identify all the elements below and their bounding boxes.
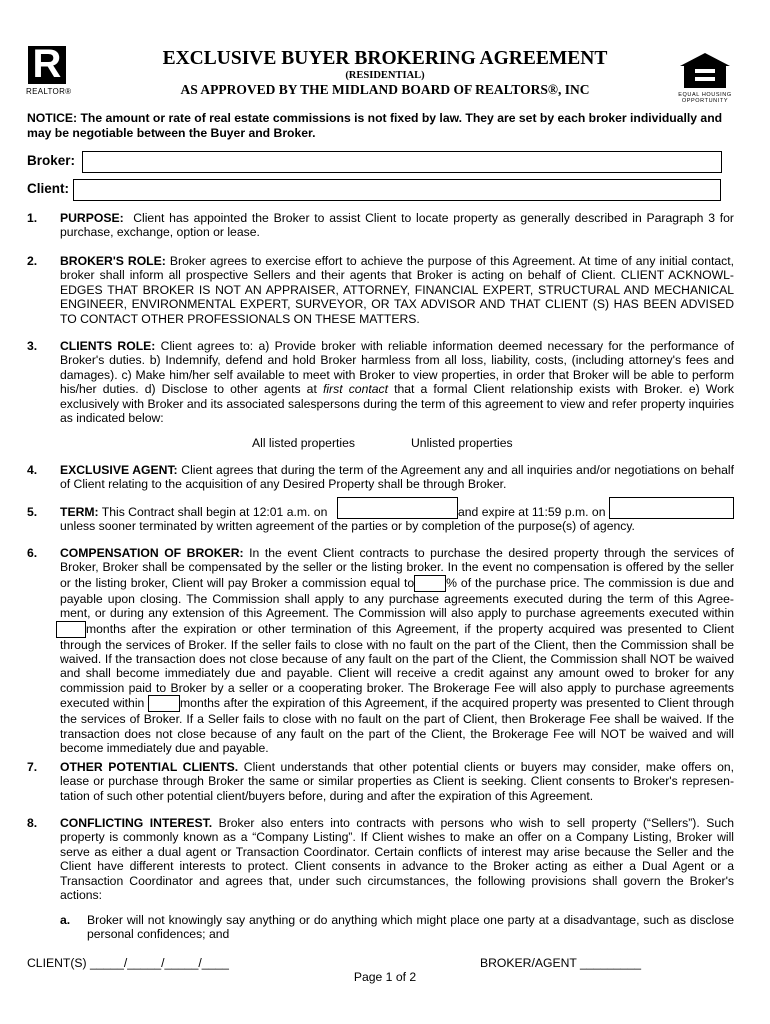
realtor-caption: REALTOR® (26, 87, 72, 96)
section-heading: TERM: (60, 505, 99, 519)
document-title: EXCLUSIVE BUYER BROKERING AGREEMENT (162, 48, 608, 69)
document-subtitle: (RESIDENTIAL) (345, 70, 425, 81)
client-input[interactable] (73, 179, 721, 201)
section-term-line2: unless sooner terminated by written agreement of the parties or by completion of the purpose(s) of agency. (60, 519, 635, 533)
section-number: 1. (27, 211, 38, 225)
client-initials[interactable]: CLIENT(S) _____/_____/_____/____ (27, 956, 229, 970)
section-heading: OTHER POTENTIAL CLIENTS. (60, 760, 239, 774)
commission-percent-input[interactable] (414, 575, 446, 592)
section-heading: EXCLUSIVE AGENT: (60, 463, 178, 477)
term-start-date-input[interactable] (337, 497, 458, 519)
section-conflicting-interest: CONFLICTING INTEREST. Broker also enters into contracts with persons who wish to sell property (“Sellers”). Such property is commonly known as a “Company Listing”. If Client wishes to make an offer on a Company Listing, Broker will serve as either a dual agent or Transaction Coordinator. Certain conflicts of interest may arise because the Seller and the Client have different interests to protect. Client consents in advance to the Broker acting as either a Dual Agent or a Transaction Coordinator and agrees that, under such circumstances, the following provisions shall govern the Broker's actions: (60, 816, 734, 903)
realtor-r-icon: R (28, 46, 66, 84)
approval-line: AS APPROVED BY THE MIDLAND BOARD OF REALTORS®, INC (180, 82, 590, 97)
equal-housing-caption-2: OPPORTUNITY (681, 98, 729, 104)
section-number: 4. (27, 463, 38, 477)
broker-agent-initials[interactable]: BROKER/AGENT _________ (480, 956, 642, 970)
section-brokers-role: BROKER'S ROLE: Broker agrees to exercise effort to achieve the purpose of this Agreement. At time of any initial contact, broker shall inform all prospective Sellers and their agents that Broker is acting on behalf of Client. CLIENT ACKNOWL- EDGES THAT BROKER IS NOT AN APPRAISER, ATTORNEY, FINANCIAL EXPERT, STRUCTURAL AND MECHANICAL ENGINEER, ENVIRONMENTAL EXPERT, SURVEYOR, OR TAX ADVISOR AND THAT CLIENT (S) HAS BEEN ADVISED TO CONTACT OTHER PROFESSIONALS ON THESE MATTERS. (60, 254, 734, 326)
section-other-clients: OTHER POTENTIAL CLIENTS. Client understands that other potential clients or buyers may consider, make offers on, lease or purchase through Broker the same or similar properties as Client is seeking. Client consents to Broker's represen- tation of such other potential client/buyers before, during and after the expiration of this Agreement. (60, 760, 735, 803)
section-heading: COMPENSATION OF BROKER: (60, 546, 244, 560)
brokerage-fee-months-input[interactable] (148, 695, 180, 712)
term-expire-text: and expire at 11:59 p.m. on (458, 505, 606, 519)
equal-housing-caption-1: EQUAL HOUSING (678, 92, 732, 98)
section-heading: CLIENTS ROLE: (60, 339, 156, 353)
option-unlisted[interactable]: Unlisted properties (411, 436, 513, 450)
notice-text: NOTICE: The amount or rate of real estate commissions is not fixed by law. They are set by each broker individually and may be negotiable between the Buyer and Broker. (27, 111, 723, 140)
section-heading: PURPOSE: (60, 211, 124, 225)
broker-label: Broker: (27, 153, 76, 168)
broker-input[interactable] (82, 151, 722, 173)
subsection-a-label: a. (60, 913, 71, 927)
subsection-a-text: Broker will not knowingly say anything or do anything which might place one party at a disadvantage, such as disclose personal confidences; and (87, 913, 734, 942)
section-number: 7. (27, 760, 38, 774)
section-exclusive-agent: EXCLUSIVE AGENT: Client agrees that during the term of the Agreement any and all inquiries and/or negotiations on behalf of Client relating to the acquisition of any Desired Property shall be through Broker. (60, 463, 734, 492)
page-number: Page 1 of 2 (353, 970, 417, 984)
section-compensation: COMPENSATION OF BROKER: In the event Client contracts to purchase the desired property through the services of Broker, Broker shall be compensated by the seller or the listing broker. In the event no compensation is offered by the seller or the listing broker, Client will pay Broker a commission equal to % of the purchase price. The commission is due and payable upon closing. The Commission shall apply to any purchase agreements executed during the term of this Agree- ment, or during any extension of this Agreement. The Commission will also apply to purchase agreements executed within months after the expiration or other termination of this Agreement, if the property acquired was presented to Client through the services of Broker. If the seller fails to close with no fault on the part of the Client, then the Commission shall be waived. If the transaction does not close because of any fault on the part of the Client, the Commission shall NOT be waived and shall become immediately due and payable. Client will receive a credit against any amount owed to broker for any commission paid to Broker by a seller or a cooperating broker. The Brokerage Fee will also apply to purchase agreements executed within months after the expiration of this Agreement, if the acquired property was presented to Client through the services of Broker. If a Seller fails to close with no fault on the part of Client, then Brokerage Fee shall be waived. If the transaction does not close because of any fault on the part of the Client, the Brokerage Fee will NOT be waived and will become immediately due and payable. (60, 546, 734, 755)
section-number: 3. (27, 339, 38, 353)
term-end-date-input[interactable] (609, 497, 734, 519)
section-number: 8. (27, 816, 38, 830)
section-number: 2. (27, 254, 38, 268)
section-number: 6. (27, 546, 38, 560)
client-label: Client: (27, 181, 69, 196)
section-purpose: PURPOSE: Client has appointed the Broker to assist Client to locate property as generally described in Paragraph 3 for purchase, exchange, option or lease. (60, 211, 734, 240)
option-all-listed[interactable]: All listed properties (252, 436, 355, 450)
section-clients-role: CLIENTS ROLE: Client agrees to: a) Provide broker with reliable information deemed necessary for the performance of Broker's duties. b) Indemnify, defend and hold Broker harmless from all loss, liability, costs, (including attorney's fees and damages). c) Make him/her self available to meet with Broker to view properties, in order that Broker will be able to perform his/her duties. d) Disclose to other agents at first contact that a formal Client relationship exists with Broker. e) Work exclusively with Broker and its associated salespersons during the term of this agreement to view and refer property inquiries as indicated below: (60, 339, 735, 426)
section-term-line1: TERM: This Contract shall begin at 12:01 a.m. on (60, 505, 328, 519)
months-after-expiration-input[interactable] (56, 621, 86, 638)
section-heading: CONFLICTING INTEREST. (60, 816, 213, 830)
section-heading: BROKER'S ROLE: (60, 254, 166, 268)
section-number: 5. (27, 505, 38, 519)
